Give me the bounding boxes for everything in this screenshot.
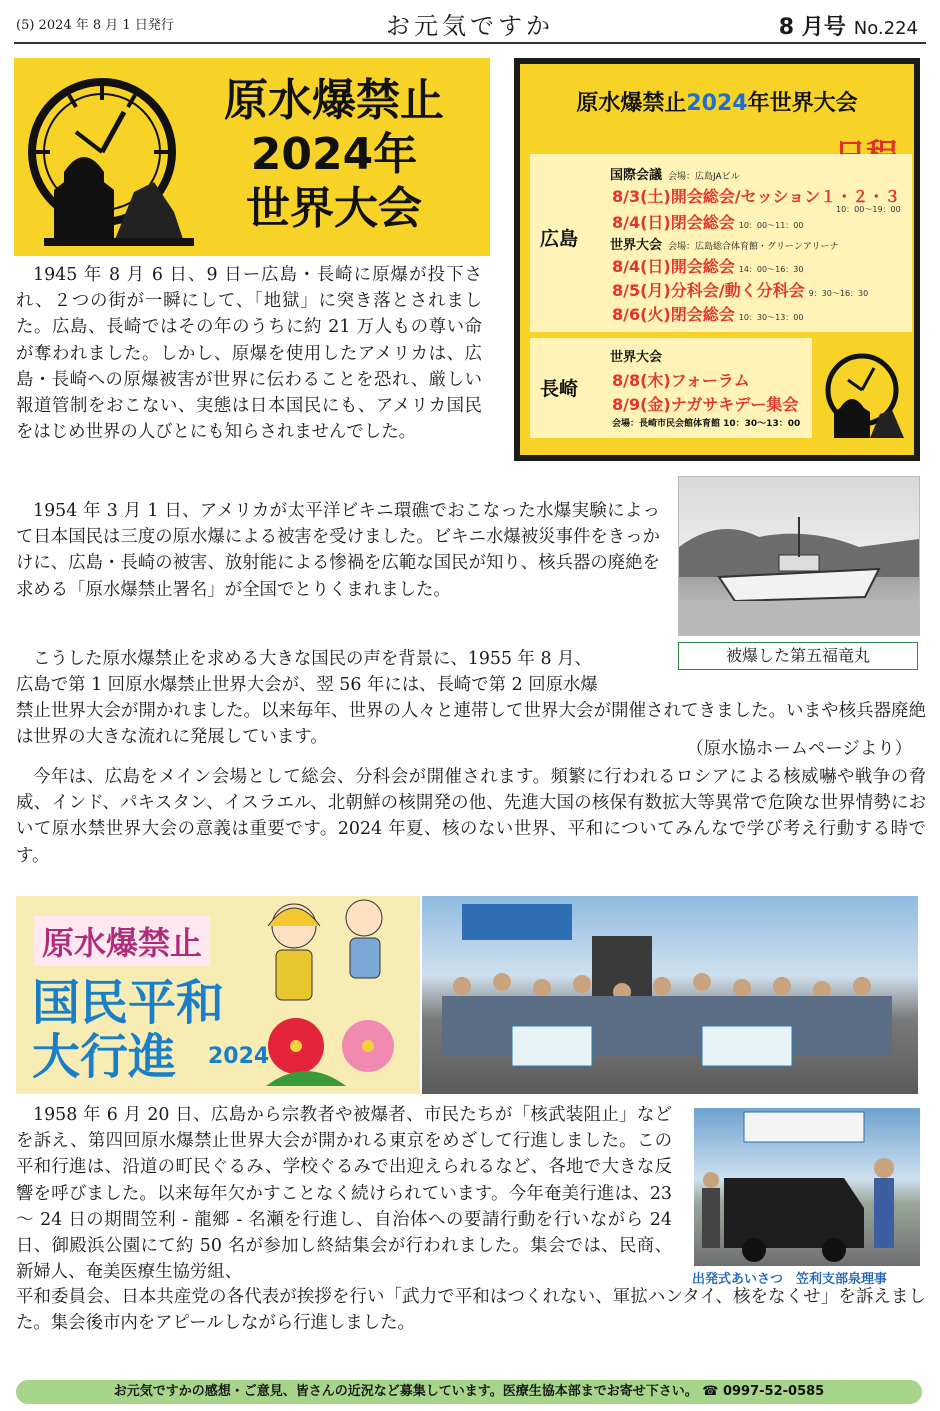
march-group-photo — [422, 896, 918, 1094]
march-article-paragraph-2: 平和委員会、日本共産党の各代表が挨拶を行い「武力で平和はつくれない、軍拡ハンタイ、核をなくせ」を訴えました。集会後市内をアピールしながら行進しました。 — [16, 1287, 926, 1334]
car-photo-caption: 出発式あいさつ 笠利支部泉理事 — [692, 1272, 888, 1287]
hiroshima-panel — [530, 154, 912, 332]
march-article-paragraph-1: 1958 年 6 月 20 日、広島から宗教者や被爆者、市民たちが「核武装阻止」などを訴え、第四回原水爆禁止世界大会が開かれる東京をめざして行進しました。この平和行進は、沿道の町民ぐるみ、学校ぐるみで出迎えられるなど、各地で大きな反響を呼びました。以来毎年欠かすことなく続けられています。今年奄美行進は、23 ～ 24 日の期間笠利 - 龍郷 - 名瀬を行進し、自治体への要請行動を行いながら 24 日、御殿浜公園にて約 50 名が参加し終結集会が行われました。集会では、民商、新婦人、奄美医療生協労組、 — [16, 1105, 672, 1283]
event-hiro-1-time: 10：00～19：00 — [836, 205, 901, 214]
group-photo-image — [422, 896, 918, 1094]
article-paragraph-4: 今年は、広島をメイン会場として総会、分科会が開催されます。頻繁に行われるロシアによる核威嚇や戦争の脅威、インド、パキスタン、イスラエル、北朝鮮の核開発の他、先進大国の核保有数拡大等異常で危険な世界情勢において原水禁世界大会の意義は重要です。2024 年夏、核のない世界、平和についてみんなで学び考え行動する時です。 — [16, 767, 926, 866]
event-hiro-3: 8/4(日)開会総会 14：00～16：30 — [612, 257, 804, 276]
newsletter-title: お元気ですか — [386, 12, 554, 40]
title-banner — [14, 58, 490, 256]
clock-dome-icon — [24, 72, 194, 248]
footer-notice: お元気ですかの感想・ご意見、皆さんの近況など募集しています。医療生協本部までお寄せ下さい。 ☎ 0997-52-0585 — [16, 1380, 922, 1404]
issue-month: 8 月号 — [778, 15, 846, 40]
article-paragraph-1: 1945 年 8 月 6 日、9 日ー広島・長崎に原爆が投下され、２つの街が一瞬にして、「地獄」に突き落とされました。広島、長崎ではその年のうちに約 21 万人もの尊い命が奪われました。しかし、原爆を使用したアメリカは、広島・長崎への原爆被害が世界に伝わることを恐れ、厳しい報道管制をおこない、実態は日本国民にも、アメリカ国民をはじめ世界の人びとにも知らされませんでした。 — [16, 265, 482, 443]
article-paragraph-3b: 広島で第 1 回原水爆禁止世界大会が、翌 56 年には、長崎で第 2 回原水爆 — [16, 675, 598, 695]
march-year: 2024 — [208, 1044, 270, 1069]
schedule-title: 原水爆禁止2024年世界大会 — [576, 91, 858, 116]
nagasaki-venue: 会場：長崎市民会館体育館 10：30～13：00 — [612, 419, 801, 429]
event-hiro-5: 8/6(火)閉会総会 10：30～13：00 — [612, 305, 804, 324]
title-banner-text — [194, 74, 474, 236]
nagasaki-panel — [530, 338, 812, 438]
source-note: （原水協ホームページより） — [686, 739, 912, 759]
event-hiro-4: 8/5(月)分科会/動く分科会 9：30～16：30 — [612, 281, 869, 300]
event-hiro-1: 8/3(土)開会総会/セッション１・２・３ — [612, 187, 901, 206]
boat-photo-caption: 被爆した第五福竜丸 — [678, 642, 918, 670]
event-naga-1: 8/8(木)フォーラム — [612, 371, 750, 390]
children-flowers-illustration — [246, 896, 420, 1094]
event-hiro-2: 8/4(日)閉会総会 10：00～11：00 — [612, 213, 804, 232]
title-line-2: 2024年 — [250, 129, 418, 180]
world-conference-label: 世界大会 会場：広島総合体育館・グリーンアリーナ — [610, 238, 839, 253]
event-naga-2: 8/9(金)ナガサキデー集会 — [612, 395, 799, 414]
issue-info — [779, 10, 918, 41]
title-line-3: 世界大会 — [246, 183, 422, 234]
article-paragraph-3a: こうした原水爆禁止を求める大きな国民の声を背景に、1955 年 8 月、 — [33, 649, 592, 669]
march-title-1: 原水爆禁止 — [34, 916, 210, 966]
schedule-box — [514, 58, 920, 461]
march-title-2: 国民平和 大行進 — [32, 975, 225, 1085]
boat-image — [679, 477, 919, 635]
city-nagasaki: 長崎 — [540, 378, 579, 400]
peace-march-banner — [16, 896, 420, 1094]
intl-conference-label: 国際会議 会場：広島JAビル — [610, 168, 740, 183]
issue-date: (5) 2024 年 8 月 1 日発行 — [16, 18, 174, 33]
issue-number: No.224 — [853, 18, 918, 39]
header-divider — [14, 42, 926, 44]
article-paragraph-2: 1954 年 3 月 1 日、アメリカが太平洋ビキニ環礁でおこなった水爆実験によって日本国民は三度の原水爆による被害を受けました。ビキニ水爆被災事件をきっかけに、広島・長崎の被害、放射能による惨禍を広範な国民が知り、核兵器の廃絶を求める「原水爆禁止署名」が全国でとりくまれました。 — [16, 501, 660, 600]
boat-photo — [678, 476, 920, 636]
nagasaki-conference-label: 世界大会 — [610, 350, 663, 365]
clock-dome-small-icon — [820, 350, 910, 440]
title-line-1: 原水爆禁止 — [224, 75, 444, 126]
car-photo — [694, 1108, 920, 1266]
car-photo-image — [694, 1108, 920, 1266]
article-paragraph-3c: 禁止世界大会が開かれました。以来毎年、世界の人々と連帯して世界大会が開催されてきました。いまや核兵器廃絶は世界の大きな流れに発展しています。 — [16, 701, 926, 748]
city-hiroshima: 広島 — [540, 228, 579, 250]
